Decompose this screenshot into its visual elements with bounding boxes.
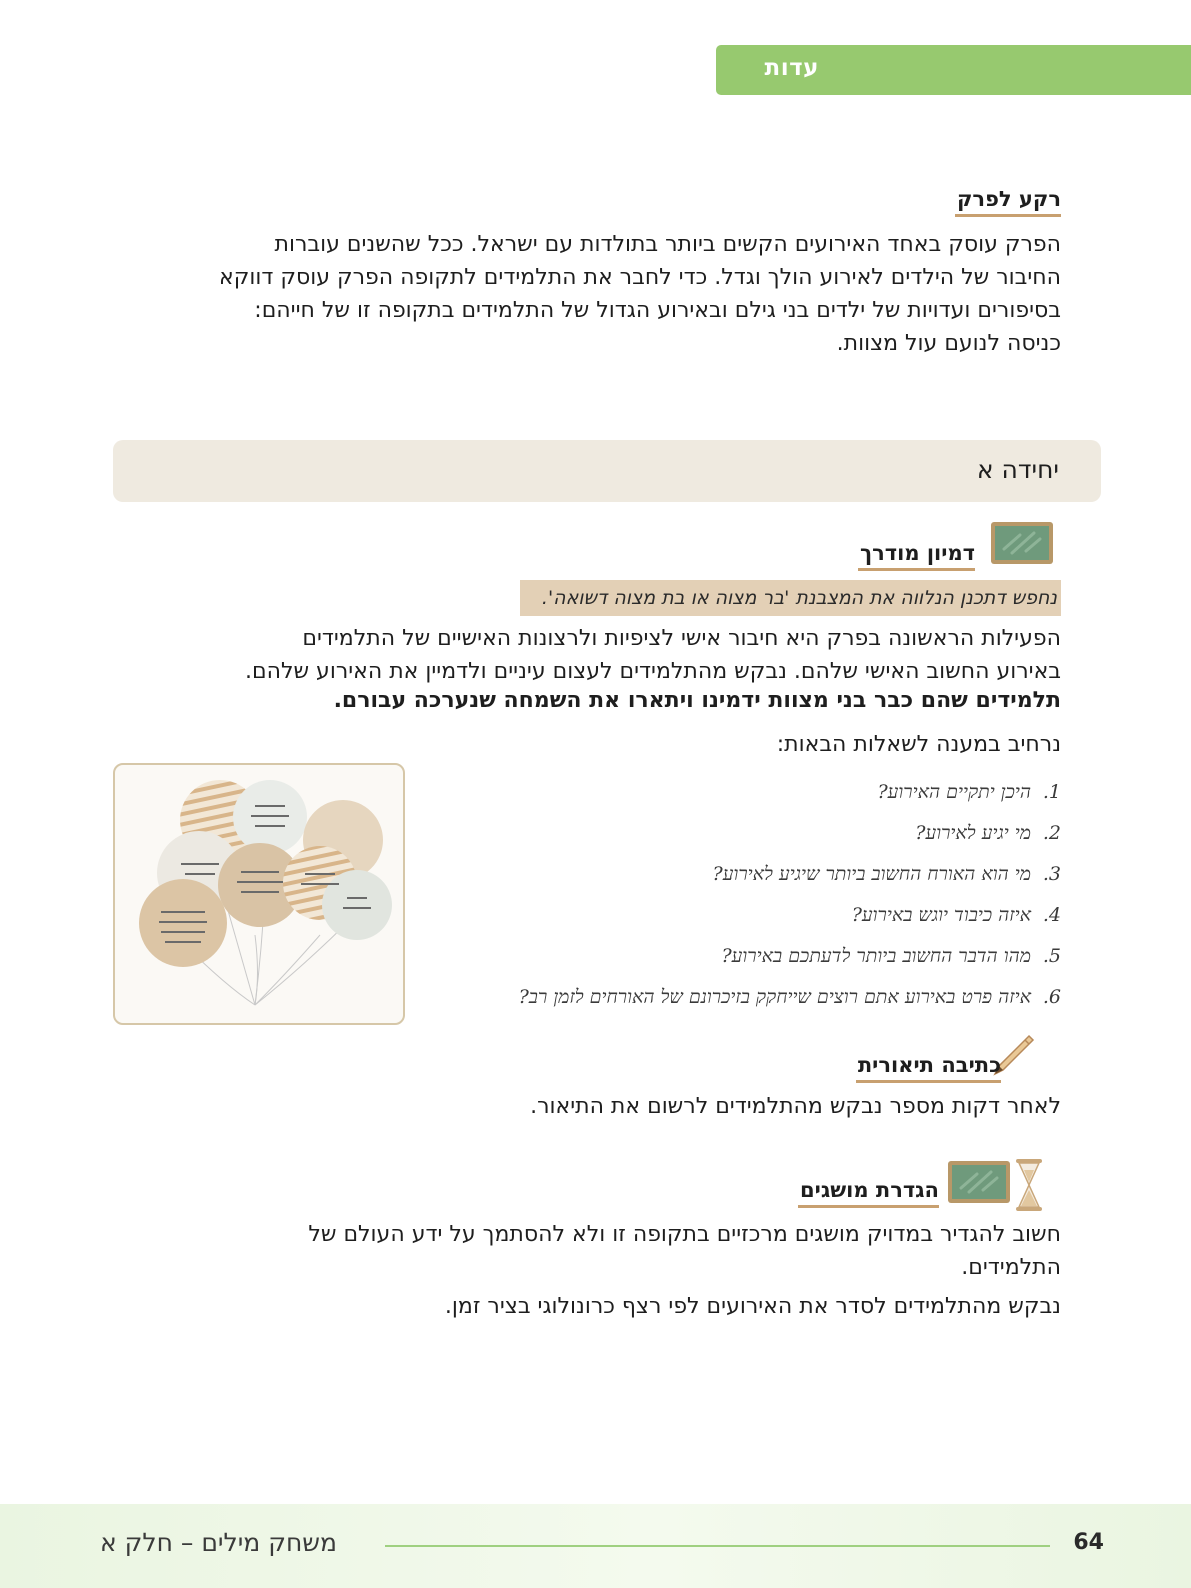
concepts-heading: הגדרת מושגים <box>798 1177 939 1208</box>
guided-paragraph <box>150 622 1061 688</box>
question-number: 2. <box>1042 822 1061 844</box>
question-number: 4. <box>1042 904 1061 926</box>
unit-band <box>113 440 1101 502</box>
writing-text: לאחר דקות מספר נבקש מהתלמידים לרשום את התיאור. <box>530 1094 1061 1119</box>
question-text: היכן יתקיים האירוע? <box>877 781 1031 803</box>
question-text: מי יגיע לאירוע? <box>915 822 1031 844</box>
chalkboard-icon <box>990 521 1054 565</box>
bold-instruction: תלמידים שהם כבר בני מצוות ידמינו ויתארו את השמחה שנערכה עבורם. <box>333 688 1061 713</box>
question-text: מהו הדבר החשוב ביותר לדעתכם באירוע? <box>721 945 1031 967</box>
paragraph-line: באירוע החשוב האישי שלהם. נבקש מהתלמידים לעצום עיניים ולדמיין את האירוע שלהם. <box>245 659 1061 684</box>
questions-list <box>519 772 1061 1018</box>
paragraph-line: החיבור של הילדים לאירוע הולך וגדל. כדי לחבר את התלמידים לתקופה הפרק עוסק דווקא <box>219 265 1061 290</box>
paragraph-line: בסיפורים ועדויות של ילדים בני גילם ובאירוע הגדול של התלמידים בתקופה זו של חייהם: <box>254 298 1061 323</box>
question-item <box>519 854 1061 895</box>
paragraph-line: חשוב להגדיר במדויק מושגים מרכזיים בתקופה זו ולא להסתמך על ידע העולם של <box>308 1222 1061 1247</box>
background-paragraph <box>150 228 1061 360</box>
quote-highlight: נחפש דתכנן הנלווה את המצבנת 'בר מצוה או בת מצוה דשואה'. <box>520 580 1061 616</box>
question-item <box>519 772 1061 813</box>
question-number: 6. <box>1042 986 1061 1008</box>
balloons-image <box>113 763 405 1025</box>
paragraph-line: התלמידים. <box>961 1255 1061 1280</box>
unit-label: יחידה א <box>976 455 1059 484</box>
chalkboard-icon <box>947 1160 1011 1204</box>
question-text: מי הוא האורח החשוב ביותר שיגיע לאירוע? <box>712 863 1031 885</box>
question-text: איזה כיבוד יוגש באירוע? <box>851 904 1031 926</box>
page-number: 64 <box>1073 1530 1104 1555</box>
question-item <box>519 813 1061 854</box>
question-number: 1. <box>1042 781 1061 803</box>
footer-title: משחק מילים – חלק א <box>100 1528 337 1557</box>
concepts-paragraph <box>150 1218 1061 1284</box>
paragraph-line: כניסה לנועם עול מצוות. <box>836 331 1061 356</box>
questions-intro: נרחיב במענה לשאלות הבאות: <box>776 732 1061 757</box>
guided-heading: דמיון מודרך <box>858 540 975 571</box>
question-item <box>519 936 1061 977</box>
question-number: 5. <box>1042 945 1061 967</box>
paragraph-line: הפרק עוסק באחד האירועים הקשים ביותר בתולדות עם ישראל. ככל שהשנים עוברות <box>274 232 1061 257</box>
paragraph-line: הפעילות הראשונה בפרק היא חיבור אישי לציפיות ולרצונות האישיים של התלמידים <box>302 626 1061 651</box>
footer-divider <box>385 1545 1050 1547</box>
background-heading: רקע לפרק <box>955 186 1061 217</box>
question-text: איזה פרט באירוע אתם רוצים שייחקק בזיכרונם של האורחים לזמן רב? <box>518 986 1031 1008</box>
concepts-text: נבקש מהתלמידים לסדר את האירועים לפי רצף כרונולוגי בציר זמן. <box>444 1294 1061 1319</box>
balloons-illustration <box>115 765 403 1023</box>
question-number: 3. <box>1042 863 1061 885</box>
section-tag-label: עדות <box>764 55 819 81</box>
section-tag <box>716 45 1191 95</box>
question-item <box>519 977 1061 1018</box>
page-footer <box>0 1504 1191 1588</box>
question-item <box>519 895 1061 936</box>
hourglass-icon <box>1015 1158 1043 1212</box>
writing-heading: כתיבה תיאורית <box>856 1052 1001 1083</box>
